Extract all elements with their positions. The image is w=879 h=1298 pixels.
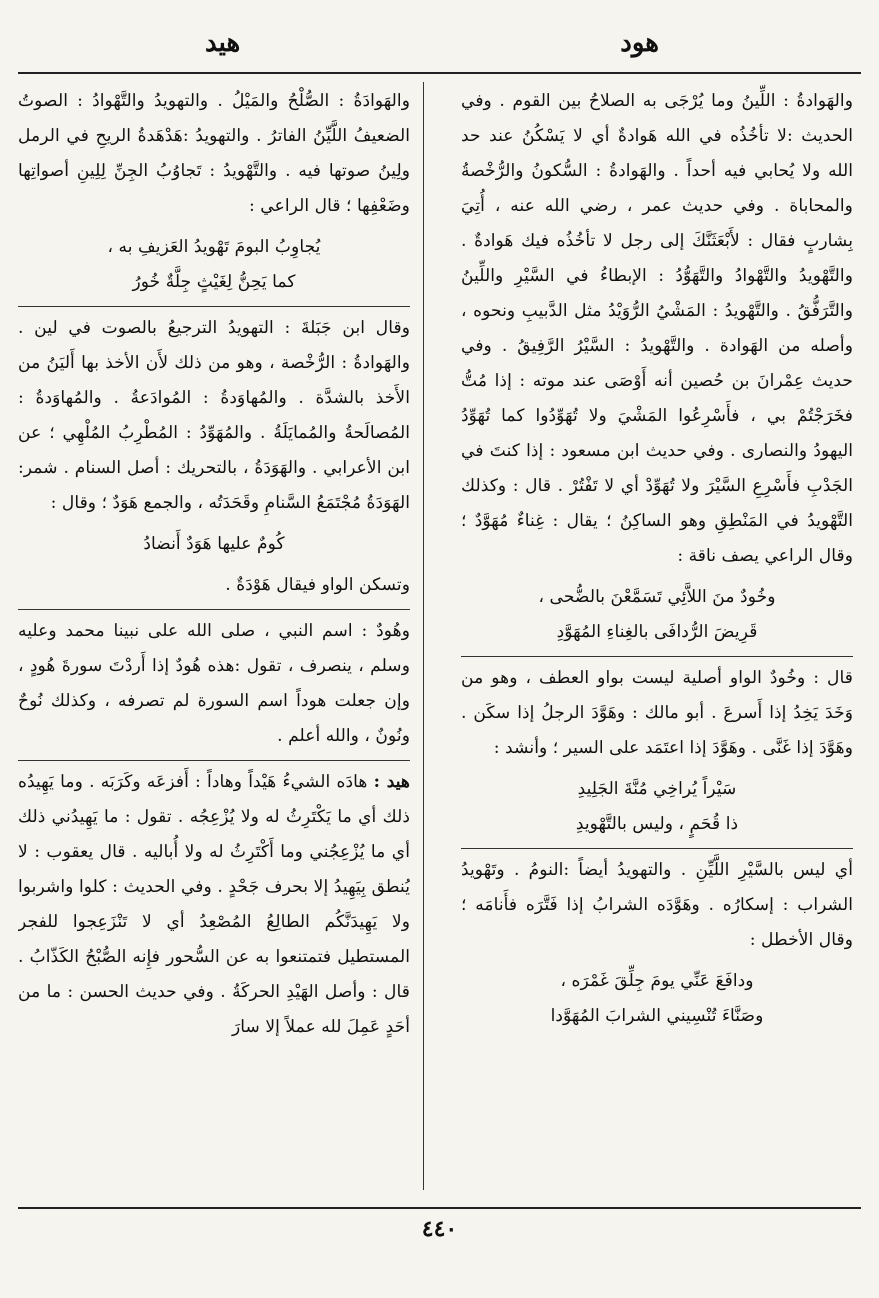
paragraph: قال : وخُودٌ الواو أصلية ليست بواو العطف ، وهو من وَخَدَ يَخِدُ إذا أَسرعَ . أبو مالك : وهَوَّدَ الرجلُ إذا سكَن . وهَوَّدَ إذا غَنَّى . وهَوَّدَ إذا اعتَمَد على السير ؛ وأنشد : — [461, 668, 853, 758]
divider — [461, 848, 853, 849]
paragraph: أي ليس بالسَّيْرِ اللَّيِّنِ . والتهويدُ أيضاً :النومُ . وتَهْويدُ الشراب : إسكارُه . وهَوَّدَه الشرابُ إذا فَتَّرَه فأَنامَه ؛ وقال الأخطل : — [461, 860, 853, 950]
verse-line: يُجاوِبُ البومَ تَهْويدُ العَزيفِ به ، — [107, 237, 321, 257]
paragraph: والهَوادةُ : اللِّينُ وما يُرْجَى به الصلاحُ بين القوم . وفي الحديث :لا تأخُذُه في الله هَوادةٌ أي لا يَسْكُنُ عند حد الله ولا يُحابي فيه أحداً . والهَوادةُ : السُّكونُ والرُّخْصةُ والمحاباة . وفي حديث عمر ، رضي الله عنه ، أُتِيَ بِشاربٍ فقال : لأَبْعَثَنَّكَ إلى رجل لا تأخُذُه فيك هَوادةٌ . والتَّهْويدُ والتَّهْوادُ والتَّهَوُّدُ : الإبطاءُ في السَّيْرِ واللِّينُ والتَّرَفُّقُ . والتَّهْويدُ : المَشْيُ الرُّوَيْدُ مثل الدَّبيبِ ونحوه ، وأصله من الهَوادة . والتَّهْويدُ : السَّيْرُ الرَّفِيقُ . وفي حديث عِمْرانَ بن حُصين أنه أَوْصَى عند موته : إذا مُتُّ فخَرَجْتُمْ بي ، فأَسْرِعُوا المَشْيَ ولا تُهَوِّدُوا كما تُهَوِّدُ اليهودُ والنصارى . وفي حديث ابن مسعود : إذا كنتَ في الجَدْبِ فأَسْرِعِ السَّيْرَ ولا تُهَوِّدْ أي لا تَفْتُرْ . قال : وكذلك التَّهْويدُ في المَنْطِقِ وهو الساكِنُ ؛ يقال : غِناءٌ مُهَوَّدٌ ؛ وقال الراعي يصف ناقة : — [461, 91, 853, 566]
top-rule — [18, 72, 861, 74]
verse-line: سَيْراً يُراخِي مُنَّةَ الجَلِيدِ — [577, 779, 737, 799]
verse — [18, 230, 410, 300]
verse-line: كما يَحِنُّ لِغَيْثٍ جِلَّةٌ خُورُ — [132, 272, 296, 292]
header-entry-right: هود — [620, 28, 659, 58]
verse-line: ذا قُحَمٍ ، وليس بالتَّهْويدِ — [575, 814, 739, 834]
verse — [461, 580, 853, 650]
divider — [18, 760, 410, 761]
header-entry-left: هيد — [205, 28, 241, 58]
page-number: ٤٤٠ — [421, 1216, 458, 1242]
paragraph: والهَوادَةُ : الصُّلْحُ والمَيْلُ . والتهويدُ والتَّهْوادُ : الصوتُ الضعيفُ اللَّيِّنُ الفاترُ . والتهويدُ :هَدْهَدةُ الريحِ في الرمل ولِينُ صوتها فيه . والتَّهْويدُ : تَجاوُبُ الجِنِّ لِلِينِ أصواتِها وضَعْفِها ؛ قال الراعي : — [18, 91, 410, 216]
entry-headword: هيد : — [373, 772, 410, 792]
paragraph: وتسكن الواو فيقال هَوْدَةٌ . — [225, 575, 410, 595]
divider — [18, 306, 410, 307]
verse-line: قَرِيضَ الرُّدافَى بالغِناءِ المُهَوَّدِ — [556, 622, 758, 642]
divider — [461, 656, 853, 657]
paragraph: وقال ابن جَبَلةَ : التهويدُ الترجيعُ بالصوت في لين . والهَوادةُ : الرُّخْصة ، وهو من ذلك لأَن الأخذ بها أَليَنُ من الأَخذ بالشدَّة . والمُهاوَدةُ : المُوادَعةُ . والمُهاوَدةُ : المُصالَحةُ والمُمايَلَةُ . والمُهَوِّدُ : المُطْرِبُ المُلْهِي ؛ عن ابن الأعرابي . والهَوَدَةُ ، بالتحريك : أصل السنام . شمر: الهَوَدَةُ مُجْتَمَعُ السَّنامِ وقَحَدَتُه ، والجمع هَوَدٌ ؛ وقال : — [18, 318, 410, 513]
paragraph: وهُودٌ : اسم النبي ، صلى الله على نبينا محمد وعليه وسلم ، ينصرف ، تقول :هذه هُودٌ إذا أَردْتَ سورةَ هُودٍ ، وإن جعلت هوداً اسم السورة لم تصرفه ، وكذلك نُوحٌ ونُونٌ ، والله أعلم . — [18, 621, 410, 746]
divider — [18, 609, 410, 610]
verse-line: كُومٌ عليها هَوَدٌ أَنضادُ — [143, 534, 285, 554]
entry-paragraph — [18, 765, 410, 1045]
entry-text: هادَه الشيءُ هَيْداً وهاداً : أَفزعَه وكَرَبَه . وما يَهِيدُه ذلك أي ما يَكْتَرِثُ له ولا يُزْعِجُه . تقول : ما يَهِيدُني ذلك أي ما يُزْعِجُني وما أَكْتَرِثُ له ولا أُباليه . قال يعقوب : لا يُنطق بِيَهِيدُ إلا بحرف جَحْدٍ . وفي الحديث : كلوا واشربوا ولا يَهِيدَنَّكُم الطالِعُ المُصْعِدُ أي لا تَنْزَعِجوا للفجر المستطيل فتمتنعوا به عن السُّحور فإِنه الصُّبْحُ الكَذّابُ . قال : وأصل الهَيْدِ الحركَةُ . وفي حديث الحسن : ما من أحَدٍ عَمِلَ لله عملاً إلا سارَ — [18, 772, 410, 1037]
verse — [461, 964, 853, 1034]
bottom-rule — [18, 1207, 861, 1209]
column-divider — [423, 82, 424, 1190]
verse-line: وخُودٌ منَ اللاَّئِي تَسَمَّعْنَ بالضُّحى ، — [538, 587, 776, 607]
verse-line: وصَنَّاءَ تُنْسِيني الشرابَ المُهَوَّدا — [550, 1006, 764, 1026]
verse — [461, 772, 853, 842]
right-column — [461, 84, 853, 1194]
left-column — [18, 84, 410, 1194]
verse — [18, 527, 410, 562]
verse-line: ودافَعَ عَنِّي يومَ جِلِّقَ غَمْرَه ، — [560, 971, 754, 991]
